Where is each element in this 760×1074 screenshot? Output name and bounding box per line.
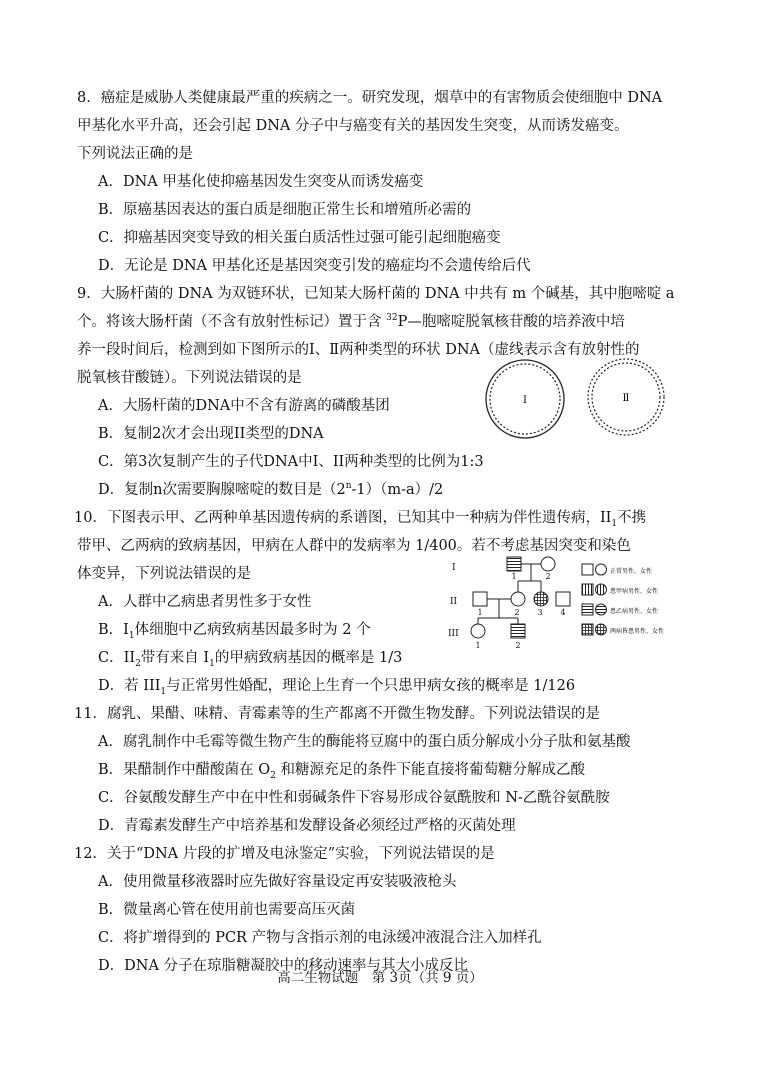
q11-option-b [98, 760, 585, 780]
q8-option-b: B．原癌基因表达的蛋白质是细胞正常生长和增殖所必需的 [98, 202, 472, 218]
q10-option-c-text: 的甲病致病基因的概率是 1/3 [214, 650, 403, 666]
pedigree-I1-male-yi [507, 557, 521, 571]
q8-stem-line-1: 8．癌症是威胁人类健康最严重的疾病之一。研究发现，烟草中的有害物质会使细胞中 DNA [77, 90, 663, 106]
legend-yi: 患乙病男性、女性 [610, 608, 659, 615]
q10-option-d-text: 与正常男性婚配，理论上生育一个只患甲病女孩的概率是 1/126 [166, 678, 576, 694]
pedigree-II2-female [511, 592, 525, 606]
generation-label-3: III [448, 629, 459, 639]
q9-option-c: C．第3次复制产生的子代DNA中I、II两种类型的比例为1:3 [98, 454, 484, 470]
pedigree-number: 4 [560, 608, 566, 617]
dna-type-1-label: Ⅰ [523, 395, 527, 406]
pedigree-legend [582, 564, 664, 635]
q8-stem-line-3: 下列说法正确的是 [77, 146, 193, 162]
q10-stem-text: 不携 [617, 510, 647, 526]
pedigree-number: 2 [514, 608, 520, 617]
q8-option-d: D．无论是 DNA 甲基化还是基因突变引发的癌症均不会遗传给后代 [98, 258, 531, 274]
q10-option-b-text: 体细胞中乙病致病基因最多时为 2 个 [134, 622, 371, 638]
q9-stem-line-3: 养一段时间后，检测到如下图所示的Ⅰ、Ⅱ两种类型的环状 DNA（虚线表示含有放射性的 [77, 342, 640, 358]
q10-stem-text: 10．下图表示甲、乙两种单基因遗传病的系谱图，已知其中一种病为伴性遗传病，II [74, 510, 612, 526]
q10-option-d-text: D．若 III [98, 678, 161, 694]
q11-option-c: C．谷氨酸发酵生产中在中性和弱碱条件下容易形成谷氨酰胺和 N-乙酰谷氨酰胺 [98, 790, 610, 806]
q9-stem-line-1: 9．大肠杆菌的 DNA 为双链环状，已知某大肠杆菌的 DNA 中共有 m 个碱基，其中胞嘧啶 a [77, 286, 675, 302]
pedigree-number: 1 [477, 608, 483, 617]
q8-option-a: A．DNA 甲基化使抑癌基因发生突变从而诱发癌变 [98, 174, 424, 190]
q12-option-a: A．使用微量移液器时应先做好容量设定再安装吸液枪头 [98, 874, 457, 890]
q10-option-b [98, 620, 371, 640]
q11-option-a: A．腐乳制作中毛霉等微生物产生的酶能将豆腐中的蛋白质分解成小分子肽和氨基酸 [98, 734, 631, 750]
q12-stem: 12．关于“DNA 片段的扩增及电泳鉴定”实验，下列说法错误的是 [74, 846, 495, 862]
q10-option-b-text: B．I [98, 622, 129, 638]
pedigree-chart [440, 548, 690, 660]
q10-stem-line-2: 带甲、乙两病的致病基因，甲病在人群中的发病率为 1/400。若不考虑基因突变和染色 [77, 538, 631, 554]
pedigree-II1-male [473, 592, 487, 606]
pedigree-II3-female-both [534, 592, 548, 606]
dna-type-1-circle [486, 360, 564, 438]
pedigree-III2-male-yi [511, 624, 525, 638]
pedigree-number: 3 [537, 608, 543, 617]
dna-type-2-circle [588, 359, 664, 435]
page-footer: 高二生物试题 第 3页（共 9 页） [277, 970, 483, 986]
dna-circle-figure [480, 355, 680, 445]
q9-exponent: n [345, 481, 352, 492]
q10-stem-line-1 [74, 508, 646, 528]
q8-option-c: C．抑癌基因突变导致的相关蛋白质活性过强可能引起细胞癌变 [98, 230, 501, 246]
pedigree-II4-male [556, 592, 570, 606]
q10-option-c [98, 648, 402, 668]
q10-subscript: 1 [160, 686, 167, 697]
legend-jia: 患甲病男性、女性 [610, 588, 659, 595]
q9-stem-line-4: 脱氧核苷酸链）。下列说法错误的是 [77, 370, 302, 386]
q10-subscript: 1 [128, 630, 135, 641]
q10-subscript: 1 [611, 518, 618, 529]
q10-subscript: 1 [209, 658, 215, 669]
q12-option-b: B．微量离心管在使用前也需要高压灭菌 [98, 902, 356, 918]
q12-option-d: D．DNA 分子在琼脂糖凝胶中的移动速率与其大小成反比 [98, 958, 469, 974]
q10-option-c-text: 带有来自 I [140, 650, 210, 666]
q10-option-c-text: C．II [98, 650, 136, 666]
dna-type-2-label: Ⅱ [622, 393, 630, 404]
q11-subscript: 2 [270, 770, 276, 781]
pedigree-I2-female [541, 557, 555, 571]
q10-subscript: 2 [135, 658, 141, 669]
q10-option-a: A．人群中乙病患者男性多于女性 [98, 594, 312, 610]
q10-stem-line-3: 体变异，下列说法错误的是 [77, 566, 251, 582]
q9-option-d-text: -1）（m-a）/2 [351, 482, 444, 498]
legend-normal: 正常男性、女性 [610, 568, 653, 575]
q9-stem-text: P—胞嘧啶脱氧核苷酸的培养液中培 [397, 314, 625, 330]
q10-option-d [98, 676, 575, 696]
q9-stem-line-2 [77, 312, 625, 332]
generation-label-2: II [450, 597, 458, 607]
pedigree-number: 1 [511, 572, 517, 581]
legend-both: 两病皆患男性、女性 [610, 628, 665, 635]
q9-option-b: B．复制2次才会出现II类型的DNA [98, 426, 324, 442]
q11-option-b-text: B．果醋制作中醋酸菌在 O [98, 762, 271, 778]
q9-option-d [98, 480, 443, 500]
q11-option-d: D．青霉素发酵生产中培养基和发酵设备必须经过严格的灭菌处理 [98, 818, 516, 834]
pedigree-number: 1 [475, 641, 481, 650]
pedigree-number: 2 [545, 572, 551, 581]
q9-option-d-text: D．复制n次需要胸腺嘧啶的数目是（2 [98, 482, 346, 498]
generation-label-1: I [452, 563, 456, 573]
pedigree-III1-female [471, 624, 485, 638]
q9-stem-text: 个。将该大肠杆菌（不含有放射性标记）置于含 [77, 314, 387, 330]
q11-stem: 11．腐乳、果醋、味精、青霉素等的生产都离不开微生物发酵。下列说法错误的是 [74, 706, 600, 722]
q9-option-a: A．大肠杆菌的DNA中不含有游离的磷酸基团 [98, 398, 390, 414]
pedigree-number: 2 [515, 641, 521, 650]
q9-isotope-superscript: 32 [386, 313, 398, 324]
q8-stem-line-2: 甲基化水平升高，还会引起 DNA 分子中与癌变有关的基因发生突变，从而诱发癌变。 [77, 118, 629, 134]
q12-option-c: C．将扩增得到的 PCR 产物与含指示剂的电泳缓冲液混合注入加样孔 [98, 930, 542, 946]
q11-option-b-text: 和糖源充足的条件下能直接将葡萄糖分解成乙酸 [275, 762, 585, 778]
